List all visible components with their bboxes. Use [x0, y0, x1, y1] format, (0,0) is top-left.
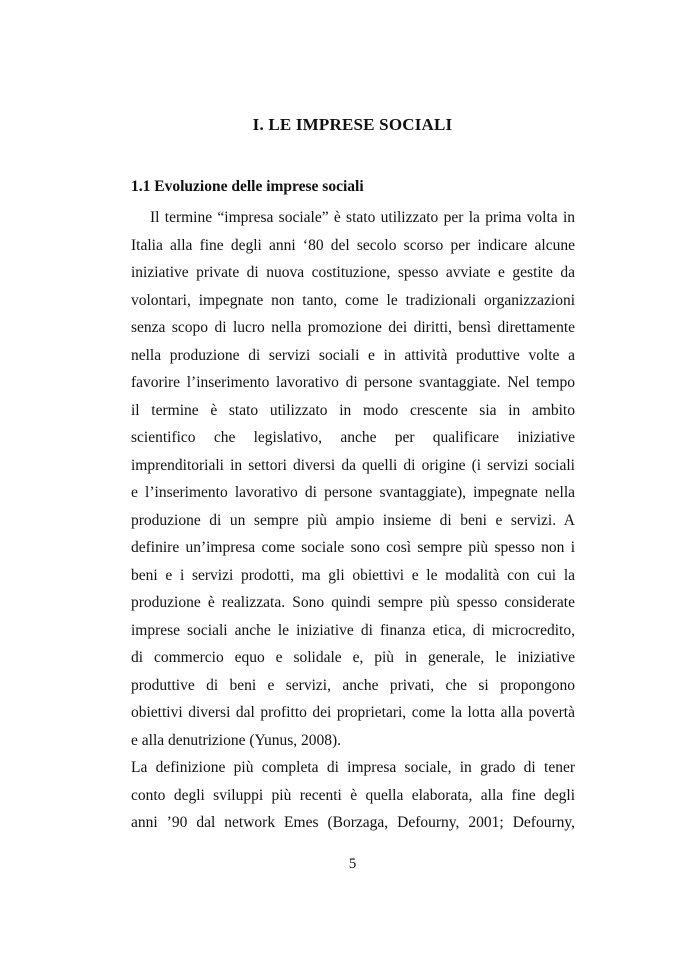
body-text [131, 204, 575, 837]
text-line: produzione è realizzata. Sono quindi sempre più spesso considerate [131, 594, 575, 611]
text-line: volontari, impegnate non tanto, come le tradizionali organizzazioni [131, 291, 575, 309]
text-line: imprese sociali anche le iniziative di finanza etica, di microcredito, [131, 621, 575, 639]
text-line: definire un’impresa come sociale sono così sempre più spesso non i [131, 539, 575, 556]
text-line: di commercio equo e solidale e, più in generale, le iniziative [131, 649, 575, 666]
text-line: scientifico che legislativo, anche per qualificare iniziative [131, 429, 575, 446]
text-line: senza scopo di lucro nella promozione dei diritti, bensì direttamente [131, 319, 575, 336]
text-line: conto degli sviluppi più recenti è quella elaborata, alla fine degli [131, 786, 575, 804]
text-line: nella produzione di servizi sociali e in attività produttive volte a [131, 346, 575, 364]
text-line: e l’inserimento lavorativo di persone svantaggiate), impegnate nella [131, 484, 575, 501]
text-line: La definizione più completa di impresa sociale, in grado di tener [131, 759, 575, 776]
text-line: produttive di beni e servizi, anche privati, che si propongono [131, 676, 575, 694]
text-line: e alla denutrizione (Yunus, 2008). [131, 731, 342, 749]
text-line: il termine è stato utilizzato in modo crescente sia in ambito [131, 401, 575, 419]
text-line: favorire l’inserimento lavorativo di persone svantaggiate. Nel tempo [131, 374, 575, 391]
text-line: anni ’90 dal network Emes (Borzaga, Defourny, 2001; Defourny, [131, 814, 575, 831]
text-line: iniziative private di nuova costituzione, spesso avviate e gestite da [131, 264, 575, 281]
section-title: 1.1 Evoluzione delle imprese sociali [131, 178, 364, 195]
chapter-title: I. LE IMPRESE SOCIALI [252, 115, 453, 134]
text-line: beni e i servizi prodotti, ma gli obiettivi e le modalità con cui la [131, 566, 575, 584]
text-line: imprenditoriali in settori diversi da quelli di origine (i servizi sociali [131, 456, 575, 474]
text-line: produzione di un sempre più ampio insieme di beni e servizi. A [131, 511, 575, 529]
page-number: 5 [348, 856, 357, 872]
text-line: obiettivi diversi dal profitto dei proprietari, come la lotta alla povertà [131, 704, 575, 721]
text-line: Il termine “impresa sociale” è stato utilizzato per la prima volta in [150, 209, 575, 226]
text-line: Italia alla fine degli anni ‘80 del secolo scorso per indicare alcune [131, 236, 575, 254]
